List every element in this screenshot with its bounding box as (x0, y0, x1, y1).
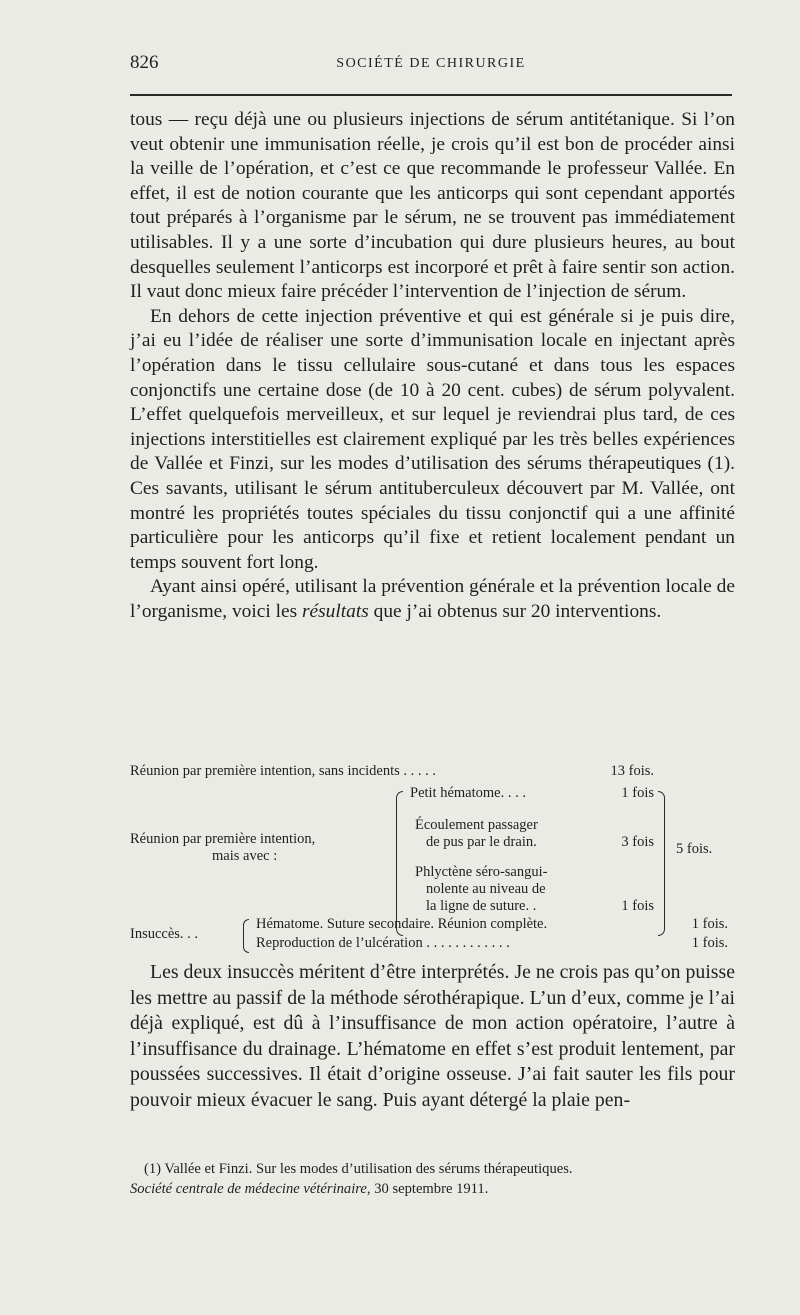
paragraph-3 (130, 575, 735, 624)
results-table (130, 763, 736, 958)
running-title: SOCIÉTÉ DE CHIRURGIE (336, 56, 526, 71)
group-label-line-2: mais avec : (212, 848, 278, 864)
sub-item-2-line-2: de pus par le drain. (426, 834, 537, 850)
sub-item-3-line-1: Phlyctène séro-sangui- (415, 864, 548, 880)
results-row-1-label: Réunion par première intention, sans incidents . . . . . (130, 763, 437, 779)
sub-item-3-line-3: la ligne de suture. . (426, 898, 537, 914)
results-row-1-count: 13 fois. (610, 763, 654, 779)
failures-label: Insuccès. . . (130, 926, 199, 942)
failure-2-count: 1 fois. (691, 935, 728, 951)
sub-item-1-count: 1 fois (621, 785, 654, 801)
failures-brace (243, 919, 249, 953)
left-brace (396, 791, 403, 936)
paragraph-3-italic: résultats (301, 600, 369, 622)
paragraph-4: Les deux insuccès méritent d’être interprétés. Je ne crois pas qu’on puisse les mettre au passif de la méthode sérothérapique. L’un d’eux, comme je l’ai déjà expliqué, est dû à l’insuffisance de mon action opératoire, l’autre à l’insuffisance du drainage. L’hématome en effet s’est produit lentement, par poussées successives. Il était d’origine osseuse. J’ai fait sauter les fils pour pouvoir mieux évacuer le sang. Puis ayant détergé la plaie pen- (130, 961, 735, 1111)
failure-1: Hématome. Suture secondaire. Réunion complète. (256, 916, 548, 932)
footnote-line-1: (1) Vallée et Finzi. Sur les modes d’utilisation des sérums thérapeutiques. (144, 1161, 573, 1177)
body-text-lower (130, 960, 735, 1114)
sub-item-3-count: 1 fois (621, 898, 654, 914)
paragraph-2: En dehors de cette injection préventive et qui est générale si je puis dire, j’ai eu l’idée de réaliser une sorte d’immunisation locale en injectant après l’opération dans le tissu cellulaire sous-cutané et dans tous les espaces conjonctifs une certaine dose (de 10 à 20 cent. cubes) de sérum polyvalent. L’effet quelquefois merveilleux, et sur lequel je reviendrai plus tard, de ces injections interstitielles est clairement expliqué par les très belles expériences de Vallée et Finzi, sur les modes d’utilisation des sérums thérapeutiques (1). Ces savants, utilisant le sérum antituberculeux découvert par M. Vallée, ont montré les propriétés toutes spéciales du tissu conjonctif qui a une affinité particulière pour les anticorps qu’il fixe et retient localement pendant un temps souvent fort long. (130, 305, 735, 573)
page-number: 826 (130, 52, 159, 73)
sub-item-2-line-1: Écoulement passager (415, 817, 538, 833)
footnote-line-2 (130, 1180, 736, 1200)
paragraph-3-start: Ayant ainsi opéré, utilisant la prévention générale et la prévention locale de l’organisme, voici les (130, 576, 735, 622)
group-total: 5 fois. (676, 841, 713, 857)
page-header (130, 52, 732, 82)
footnote-date: , 30 septembre 1911. (366, 1180, 489, 1197)
paragraph-1: tous — reçu déjà une ou plusieurs injections de sérum antitétanique. Si l’on veut obtenir une immunisation réelle, je crois qu’il est bon de procéder ainsi la veille de l’opération, et c’est ce que recommande le professeur Vallée. En effet, il est de notion courante que les anticorps qui sont cependant apportés tout préparés à l’organisme par le sérum, ne se trouvent pas immédiatement utilisables. Il y a une sorte d’incubation qui dure plusieurs heures, au bout desquelles seulement l’anticorps est incorporé et prêt à faire sentir son action. Il vaut donc mieux faire précéder l’intervention de l’injection de sérum. (130, 109, 735, 303)
group-label-line-1: Réunion par première intention, (130, 831, 316, 847)
sub-item-3-line-2: nolente au niveau de (426, 881, 546, 897)
sub-item-2-count: 3 fois (621, 834, 654, 850)
paragraph-3-end: que j’ai obtenus sur 20 interventions. (373, 600, 662, 622)
body-text-upper (130, 108, 735, 624)
footnote-journal: Société centrale de médecine vétérinaire (130, 1180, 367, 1197)
right-brace (658, 791, 665, 936)
sub-item-1: Petit hématome. . . . (410, 785, 526, 801)
header-rule (130, 94, 732, 96)
footnote (130, 1160, 736, 1199)
failure-1-count: 1 fois. (691, 916, 728, 932)
failure-2: Reproduction de l’ulcération . . . . . . . . . . . . (256, 935, 510, 951)
